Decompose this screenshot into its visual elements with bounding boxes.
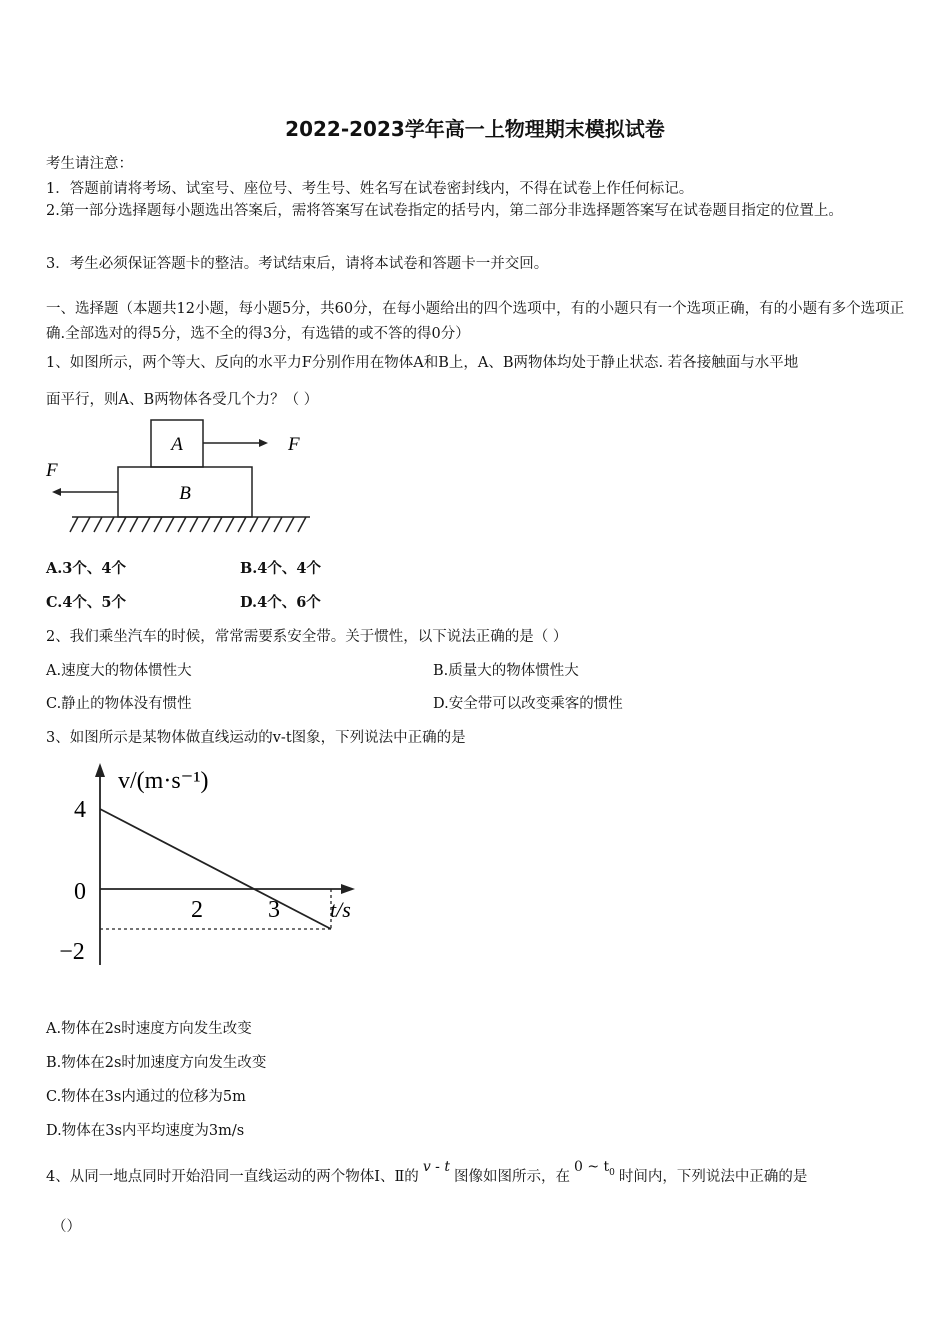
q4-stem-mid: 图像如图所示，在	[453, 1169, 570, 1185]
q1-option-a[interactable]: A.3个、4个	[46, 560, 126, 577]
x-tick-2: 2	[191, 897, 203, 923]
q4-stem-start: 4、从同一地点同时开始沿同一直线运动的两个物体Ⅰ、Ⅱ的	[46, 1169, 419, 1185]
x-tick-3: 3	[268, 897, 280, 923]
q3-stem: 3、如图所示是某物体做直线运动的v-t图象，下列说法中正确的是	[46, 730, 466, 746]
q1-option-d[interactable]: D.4个、6个	[240, 594, 321, 611]
force-arrow-left	[45, 460, 118, 496]
q4-expr-range	[570, 1159, 619, 1178]
notice-item-1: 1．答题前请将考场、试室号、座位号、考生号、姓名写在试卷密封线内，不得在试卷上作任何标记。	[46, 181, 694, 197]
block-a-label: A	[171, 434, 183, 455]
q1-option-c[interactable]: C.4个、5个	[46, 594, 127, 611]
q2-stem: 2、我们乘坐汽车的时候，常常需要系安全带。关于惯性，以下说法正确的是（ ）	[46, 629, 568, 645]
block-a	[151, 420, 203, 467]
q3-option-d[interactable]: D.物体在3s内平均速度为3m/s	[46, 1123, 245, 1139]
ground	[70, 517, 310, 532]
force-arrow-right	[203, 434, 300, 455]
block-b-label: B	[179, 483, 191, 504]
x-axis-label: t/s	[330, 897, 351, 922]
q3-option-b[interactable]: B.物体在2s时加速度方向发生改变	[46, 1055, 267, 1071]
notice-heading: 考生请注意：	[46, 156, 133, 172]
q2-option-a[interactable]: A.速度大的物体惯性大	[46, 663, 192, 679]
velocity-line	[100, 809, 331, 929]
q4-expr-vt: v - t	[422, 1159, 450, 1175]
q1-stem-line2: 面平行，则A、B两物体各受几个力？（ ）	[46, 392, 319, 408]
q1-option-b[interactable]: B.4个、4个	[240, 560, 321, 577]
q4-stem-tail: 时间内，下列说法中正确的是	[618, 1169, 808, 1185]
q3-vt-chart	[40, 755, 380, 975]
x-axis-arrow	[341, 884, 355, 894]
q4-expr-sub: 0	[609, 1167, 615, 1178]
q1-force-diagram	[40, 415, 320, 540]
q2-option-c[interactable]: C.静止的物体没有惯性	[46, 696, 192, 712]
notice-item-2: 2.第一部分选择题每小题选出答案后，需将答案写在试卷指定的括号内，第二部分非选择题答案写在试卷题目指定的位置上。	[46, 203, 843, 219]
section-header: 一、选择题（本题共12小题，每小题5分，共60分，在每小题给出的四个选项中，有的小题只有一个选项正确，有的小题有多个选项正确.全部选对的得5分，选不全的得3分，有选错的或不答的得0分）	[46, 301, 905, 342]
y-tick-neg2: −2	[59, 939, 85, 965]
q3-option-c[interactable]: C.物体在3s内通过的位移为5m	[46, 1089, 246, 1105]
force-right-label: F	[288, 434, 300, 455]
q2-option-d[interactable]: D.安全带可以改变乘客的惯性	[433, 696, 623, 712]
y-axis-arrow	[95, 763, 105, 777]
page-title: 2022-2023学年高一上物理期末模拟试卷	[285, 117, 665, 141]
q3-option-a[interactable]: A.物体在2s时速度方向发生改变	[46, 1021, 252, 1037]
q4-answer-paren: （）	[52, 1219, 81, 1235]
force-left-label: F	[46, 460, 58, 481]
q4-stem	[46, 1159, 808, 1188]
y-axis-label: v/(m·s⁻¹)	[118, 768, 209, 794]
y-tick-0: 0	[74, 879, 86, 905]
q4-expr-range-main: 0 ~ t	[573, 1159, 610, 1175]
y-tick-4: 4	[74, 797, 86, 823]
q1-stem-line1: 1、如图所示，两个等大、反向的水平力F分别作用在物体A和B上，A、B两物体均处于静止状态. 若各接触面与水平地	[46, 355, 799, 371]
q2-option-b[interactable]: B.质量大的物体惯性大	[433, 663, 579, 679]
notice-item-3: 3．考生必须保证答题卡的整洁。考试结束后，请将本试卷和答题卡一并交回。	[46, 256, 549, 272]
block-b	[118, 467, 252, 517]
